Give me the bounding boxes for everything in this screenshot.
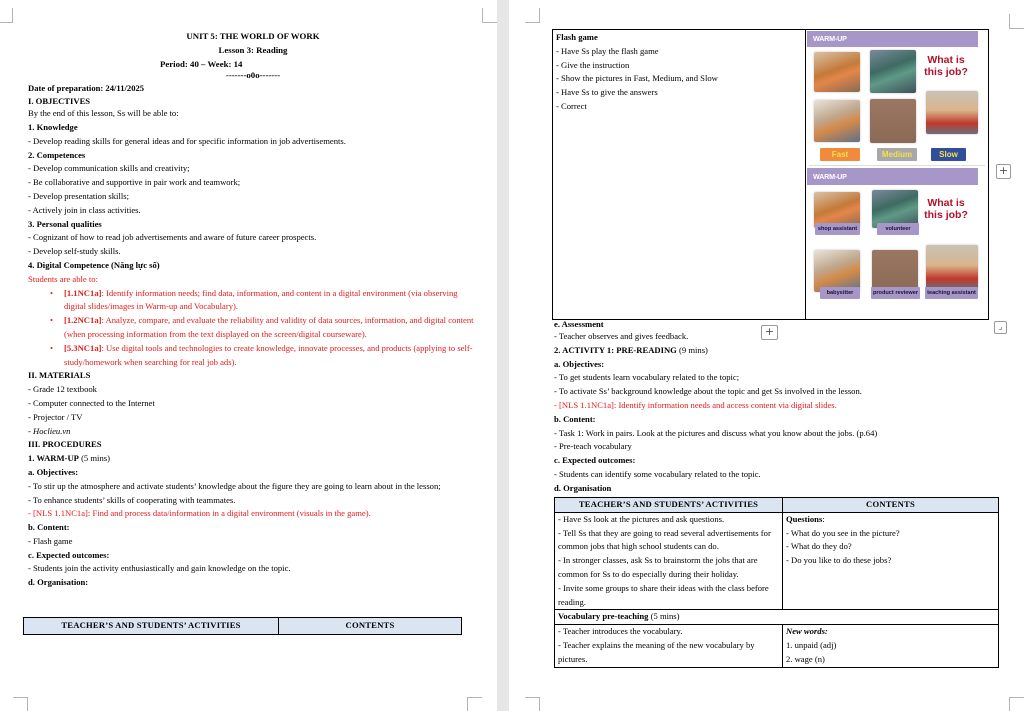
speed-button-medium[interactable]: Medium [877,148,917,161]
page-right-body[interactable] [554,318,994,496]
activity-line: - In stronger classes, ask Ss to brainstorm the jobs that are common for Ss to do especially during their holiday. [558,555,758,579]
separator: -------o0o------- [225,70,281,81]
hoclieu-link-text: Hoclieu.vn [33,425,71,436]
speed-button-slow[interactable]: Slow [931,148,966,161]
margin-corner-mark [467,697,482,711]
margin-corner-mark [1009,697,1024,711]
margin-corner-mark [1009,14,1024,29]
document-page-right [509,0,1034,711]
personal-quality-item: - Develop self-study skills. [28,246,121,257]
photo-teaching-assistant [926,245,978,290]
activity1-objective: - To activate Ss’ background knowledge about the topic and get Ss involved in the lesson. [554,386,862,397]
lesson-title: Lesson 3: Reading [218,44,288,55]
competence-item: - Actively join in class activities. [28,204,141,215]
margin-corner-mark [525,697,540,711]
material-item: - Grade 12 textbook [28,384,97,395]
label-volunteer: volunteer [877,223,919,235]
margin-corner-mark [0,8,13,23]
table-header-row [555,498,999,513]
knowledge-item: - Develop reading skills for general ideas and for specific information in job advertisements. [28,135,346,146]
warmup-slide-image-1[interactable] [807,31,978,165]
photo-babysitter [814,100,860,142]
header-contents: CONTENTS [279,618,462,635]
activity-line: - Teacher introduces the vocabulary. [558,626,683,637]
slide-header: WARM-UP [807,31,978,47]
margin-corner-mark [482,8,497,23]
objectives-intro: By the end of this lesson, Ss will be able to: [28,108,179,119]
photo-volunteer [870,50,916,93]
slide-body [807,47,978,165]
period-week: Period: 40 – Week: 14 [160,58,243,69]
table-row [555,625,999,667]
flash-game-title: Flash game [556,32,598,42]
personal-quality-item: - Cognizant of how to read job advertisements and aware of future career prospects. [28,232,317,243]
contents-cell[interactable] [783,512,999,610]
warmup-outcomes-label: c. Expected outcomes: [28,549,110,560]
new-words-label: New words: [786,626,828,637]
warmup-outcome: - Students join the activity enthusiastically and gain knowledge on the topic. [28,563,291,574]
competence-code: [1.1NC1a] [64,287,102,298]
section-objectives: I. OBJECTIVES [28,96,91,107]
activity1-content-label: b. Content: [554,413,596,424]
header-activities: TEACHER’S AND STUDENTS’ ACTIVITIES [24,618,279,635]
activity-line: - Invite some groups to share their ideas with the class before reading. [558,582,769,607]
section-materials: II. MATERIALS [28,370,91,381]
speed-button-fast[interactable]: Fast [820,148,860,161]
activity1-duration: (9 mins) [676,344,708,355]
activity1-content-item: - Pre-teach vocabulary [554,441,632,452]
question-item: - What do they do? [786,541,852,552]
table-row [555,512,999,610]
activity-line: - Tell Ss that they are going to read several advertisements for common jobs that high school students can do. [558,527,771,552]
table-resize-handle-icon[interactable]: ⌟ [994,321,1007,334]
photo-teaching-assistant [926,91,978,134]
activity1-nls: - [NLS 1.1NC1a]: Identify information needs and access content via digital slides. [554,399,837,410]
margin-corner-mark [525,8,540,23]
flash-game-contents-cell[interactable] [806,30,989,320]
header-contents: CONTENTS [783,498,999,513]
label-teaching-assistant: teaching assistant [925,287,978,299]
material-item: - Computer connected to the Internet [28,397,155,408]
competence-text: : Analyze, compare, and evaluate the reliability and validity of data sources, information, and digital content (when processing information from the text displayed on the screen/digital courseware). [64,315,474,339]
competence-code: [5.3NC1a] [64,342,102,353]
competence-text: : Use digital tools and technologies to create knowledge, innovate processes, and products (applying to self-study/homework when searching for real job ads). [64,342,473,367]
warmup-content-label: b. Content: [28,522,70,533]
activity1-outcomes-label: c. Expected outcomes: [554,455,636,466]
bullet-dash: - [28,425,34,436]
digital-competence-item [50,342,478,370]
knowledge-heading: 1. Knowledge [28,121,78,132]
slide-divider [809,165,985,166]
contents-cell[interactable] [783,625,999,667]
unit-title: UNIT 5: THE WORLD OF WORK [186,31,320,41]
photo-shop-assistant [814,52,860,92]
questions-title: Questions [786,513,823,524]
vocab-preteaching-title: Vocabulary pre-teaching [558,611,649,622]
competence-text: : Identify information needs; find data, information, and content in a digital environment (via observing digital slides/images in Warm-up and Vocabulary). [64,287,458,312]
vocab-word: 1. unpaid (adj) [786,639,837,650]
vocab-preteaching-duration: (5 mins) [648,611,680,622]
flash-game-step: - Show the pictures in Fast, Medium, and Slow [556,73,718,84]
activity1-objective: - To get students learn vocabulary related to the topic; [554,372,740,383]
warmup-heading [28,452,478,466]
warmup-duration: (5 mins) [78,453,110,464]
material-item: - Projector / TV [28,411,83,422]
questions-label [786,513,995,527]
activity1-objectives-label: a. Objectives: [554,358,605,369]
warmup-objective: - To stir up the atmosphere and activate students’ knowledge about the figure they are going to learn about in the lesson; [28,480,441,491]
table-row [555,610,999,625]
slide-header: WARM-UP [807,168,978,185]
label-product-reviewer: product reviewer [871,287,920,299]
digital-competence-heading: 4. Digital Competence (Năng lực số) [28,259,160,270]
document-page-left [0,0,497,711]
vocab-word: 2. wage (n) [786,653,825,664]
activity1-organisation-label: d. Organisation [554,482,612,493]
colon: : [822,513,825,524]
activities-cell[interactable] [555,512,783,610]
warmup-slide-image-2[interactable] [807,168,978,313]
assessment-heading: e. Assessment [554,319,604,329]
assessment-item: - Teacher observes and gives feedback. [554,331,689,341]
warmup-title: 1. WARM-UP [28,453,79,464]
table-row [553,30,989,320]
photo-babysitter [814,250,860,292]
personal-qualities-heading: 3. Personal qualities [28,218,102,229]
competence-item: - Develop communication skills and creativity; [28,163,190,174]
question-item: - Do you like to do these jobs? [786,555,892,566]
slide-question: What is this job? [924,54,968,78]
competence-item: - Be collaborative and supportive in pair work and teamwork; [28,177,241,188]
activity1-content-item: - Task 1: Work in pairs. Look at the pictures and discuss what you know about the jobs. (p.64) [554,427,878,438]
table-header-row [24,618,462,635]
warmup-organisation-label: d. Organisation: [28,577,89,588]
header-activities: TEACHER’S AND STUDENTS’ ACTIVITIES [555,498,783,513]
vocab-preteaching-cell[interactable] [555,610,999,625]
competence-code: [1.2NC1a] [64,315,102,326]
activity1-heading [554,344,994,358]
digital-competence-intro: Students are able to: [28,273,98,284]
label-shop-assistant: shop assistant [815,223,860,235]
flash-game-step: - Have Ss play the flash game [556,45,659,56]
flash-game-step: - Correct [556,100,587,111]
digital-competence-list [50,287,478,370]
add-column-icon[interactable]: + [996,164,1011,179]
flash-game-table[interactable] [552,29,989,320]
warmup-organisation-table[interactable] [23,617,462,635]
activity-line: - Have Ss look at the pictures and ask questions. [558,513,725,524]
material-item [28,425,478,439]
photo-product-reviewer [872,250,918,292]
digital-competence-item [50,314,478,342]
competences-heading: 2. Competences [28,149,86,160]
digital-competence-item [50,287,478,315]
activity1-title: 2. ACTIVITY 1: PRE-READING [554,344,677,355]
page-left-body[interactable] [28,30,478,590]
flash-game-step: - Give the instruction [556,59,630,70]
photo-product-reviewer [870,99,916,143]
competence-item: - Develop presentation skills; [28,190,129,201]
activities-cell[interactable] [555,625,783,667]
activity1-outcome: - Students can identify some vocabulary related to the topic. [554,468,761,479]
pre-reading-organisation-table[interactable] [554,497,999,668]
flash-game-activities-cell[interactable] [553,30,806,320]
section-procedures: III. PROCEDURES [28,439,102,450]
question-item: - What do you see in the picture? [786,527,900,538]
date-of-preparation: Date of preparation: 24/11/2025 [28,83,145,94]
add-row-icon[interactable]: + [761,325,778,340]
warmup-nls: - [NLS 1.1NC1a]: Find and process data/information in a digital environment (visuals in the game). [28,508,371,519]
flash-game-step: - Have Ss to give the answers [556,87,658,98]
warmup-objectives-label: a. Objectives: [28,466,79,477]
warmup-content-item: - Flash game [28,535,73,546]
slide-body [807,185,978,313]
label-babysitter: babysitter [820,287,860,299]
margin-corner-mark [13,697,28,711]
activity-line: - Teacher explains the meaning of the new vocabulary by pictures. [558,639,755,664]
slide-question: What is this job? [924,197,968,221]
warmup-objective: - To enhance students’ skills of cooperating with teammates. [28,494,236,505]
